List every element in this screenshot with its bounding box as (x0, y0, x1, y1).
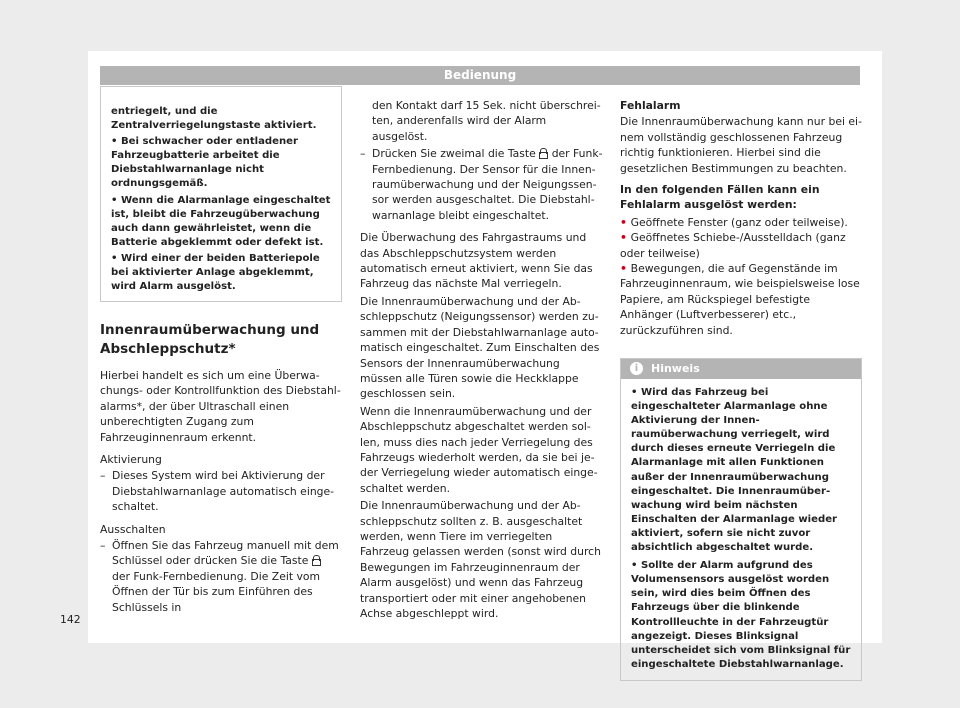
paragraph: Die Überwachung des Fahrgastraums und das Abschleppschutzsystem werden automatisch erneut aktiviert, wenn Sie das Fahrzeug das nächste Mal verriegeln. (360, 231, 593, 291)
bullet-icon: • (111, 136, 121, 148)
paragraph: Die Innenraumüberwachung und der Abschleppschutz (Neigungssensor) werden zusammen mit der Diebstahlwarnanlage automatisch eingeschaltet. Zum Einschalten des Sensors der Innenraumüberwachung müssen alle Türen sowie die Heckklappe geschlossen sein. (360, 294, 600, 401)
warning-item: • Wenn die Alarmanlage eingeschaltet ist, bleibt die Fahrzeugüberwachung auch dann gewährleistet, wenn die Batterie abgeklemmt oder defekt ist. (111, 194, 331, 248)
bullet-icon: • (620, 262, 631, 276)
bullet-icon: • (620, 215, 631, 229)
page-number: 142 (60, 613, 81, 626)
bullet-icon: • (620, 231, 631, 245)
section-header: Bedienung (100, 66, 860, 85)
paragraph: Wenn die Innenraumüberwachung und der Abschleppschutz abgeschaltet werden sollen, muss dies nach jeder Verriegelung des Fahrzeugs wiederholt werden, da sie bei jeder Verriegelung wieder automatisch eingeschaltet werden. (360, 404, 598, 495)
column-2-body (360, 98, 603, 630)
hinweis-box (620, 358, 862, 681)
warning-item: • Wird einer der beiden Batteriepole bei aktivierter Anlage abgeklemmt, wird Alarm ausgelöst. (111, 252, 320, 293)
column-1-body (100, 368, 342, 622)
intro-paragraph: Hierbei handelt es sich um eine Überwachungs- oder Kontrollfunktion des Diebstahlalarms*, der über Ultraschall einen unberechtigten Zugang zum Fahrzeuginnenraum erkennt. (100, 369, 341, 444)
warning-box (100, 86, 342, 302)
lock-icon (539, 148, 548, 158)
warning-lead: entriegelt, und die Zentralverriegelungstaste aktiviert. (111, 106, 317, 132)
bullet-icon: • (111, 252, 121, 264)
column-3-body (620, 98, 862, 338)
info-icon: i (630, 362, 643, 375)
ausschalten-heading: Ausschalten (100, 522, 166, 536)
fehlalarm-heading: Fehlalarm (620, 99, 681, 112)
aktivierung-heading: Aktivierung (100, 453, 162, 467)
hinweis-item: • Wird das Fahrzeug bei eingeschalteter Alarmanlage ohne Aktivierung der Innenraumüberwachung verriegelt, wird durch dieses erneute Verriegeln die Alarmanlage mit allen Funktionen außer der Innenraumüberwachung eingeschaltet. Die Innenraumüberwachung wird beim nächsten Einschalten der Alarmanlage wieder aktiviert, sofern sie nicht zuvor absichtlich abgeschaltet wurde. (631, 387, 838, 554)
continuation-paragraph: den Kontakt darf 15 Sek. nicht überschreiten, anderenfalls wird der Alarm ausgelöst. (372, 99, 601, 143)
deactivate-item: – Drücken Sie zweimal die Taste der Funk-Fernbedienung. Der Sensor für die Innenraumüberwachung und der Neigungssensor werden ausgeschaltet. Die Diebstahlwarnanlage bleibt eingeschaltet. (360, 146, 603, 223)
bullet-icon: • (631, 387, 641, 398)
list-item: • Bewegungen, die auf Gegenstände im Fahrzeuginnenraum, wie beispielsweise lose Papiere, am Rückspiegel befestigte Anhänger (Luftverbesserer) etc., zurückzuführen sind. (620, 262, 860, 337)
hinweis-header: i Hinweis (621, 359, 861, 379)
paragraph: Die Innenraumüberwachung kann nur bei einem vollständig geschlossenen Fahrzeug richtig funktionieren. Hierbei sind die gesetzlichen Bestimmungen zu beachten. (620, 115, 862, 175)
bullet-icon: • (111, 194, 121, 206)
list-item: • Geöffnetes Schiebe-/Ausstelldach (ganz oder teilweise) (620, 231, 846, 260)
list-heading: In den folgenden Fällen kann ein Fehlalarm ausgelöst werden: (620, 183, 820, 212)
warning-item: • Bei schwacher oder entladener Fahrzeugbatterie arbeitet die Diebstahlwarnanlage nicht ordnungsgemäß. (111, 136, 299, 190)
list-item: • Geöffnete Fenster (ganz oder teilweise). (620, 215, 848, 229)
hinweis-body (621, 379, 861, 680)
paragraph: Die Innenraumüberwachung und der Abschleppschutz sollten z. B. ausgeschaltet werden, wenn Tiere im verriegelten Fahrzeug gelassen werden (sonst wird durch Bewegungen im Fahrzeuginnenraum der Alarm ausgelöst) und wenn das Fahrzeug transportiert oder mit einer angehobenen Achse abgeschleppt wird. (360, 499, 601, 620)
aktivierung-item: – Dieses System wird bei Aktivierung der Diebstahlwarnanlage automatisch eingeschaltet. (100, 468, 342, 514)
bullet-icon: • (631, 560, 641, 572)
ausschalten-item: – Öffnen Sie das Fahrzeug manuell mit dem Schlüssel oder drücken Sie die Taste der Funk-Fernbedienung. Die Zeit vom Öffnen der Tür bis zum Einführen des Schlüssels in (100, 538, 342, 615)
unlock-icon (312, 555, 321, 565)
hinweis-item: • Sollte der Alarm aufgrund des Volumensensors ausgelöst worden sein, wird dies beim Öffnen des Fahrzeugs über die blinkende Kontrollleuchte in der Fahrzeugtür angezeigt. Dieses Blinksignal unterscheidet sich vom Blinksignal für eingeschaltete Diebstahlwarnanlage. (631, 560, 851, 670)
section-title: Innenraumüberwachung und Abschleppschutz* (100, 322, 320, 357)
